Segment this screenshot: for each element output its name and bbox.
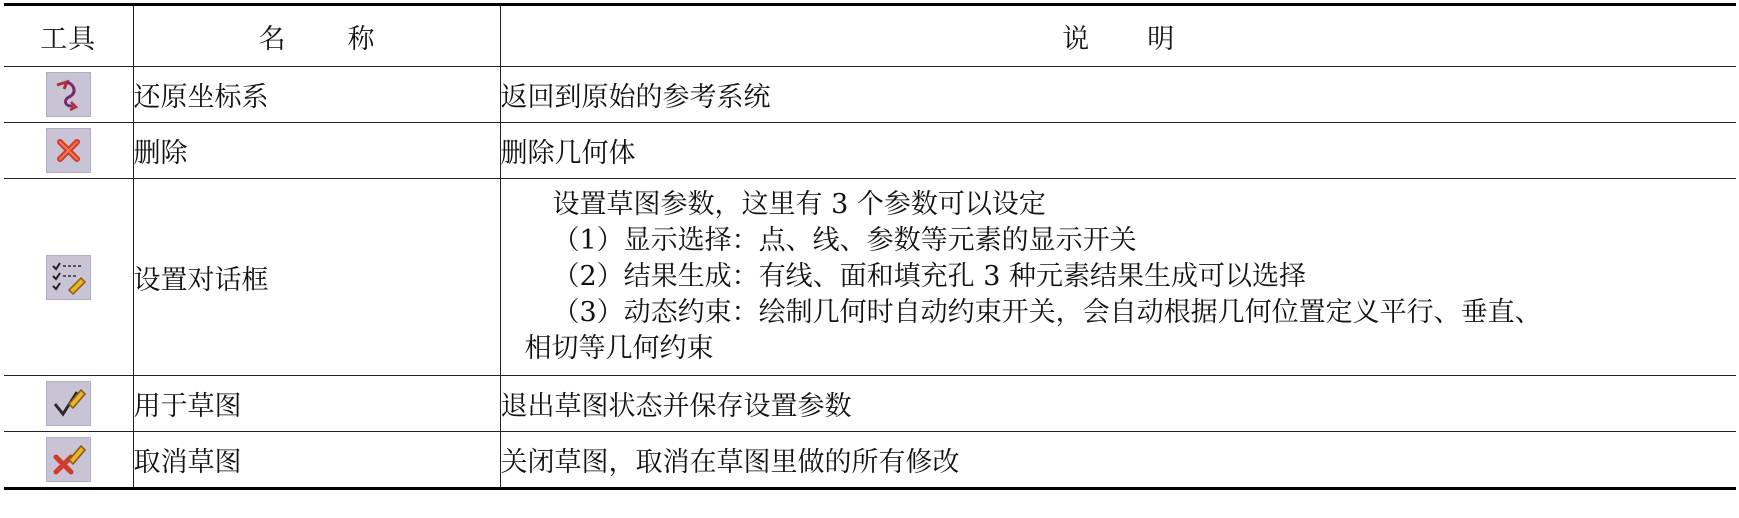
table-row — [4, 67, 1736, 123]
tool-icon-cell — [4, 432, 133, 489]
header-name-second-char: 称 — [347, 23, 375, 55]
tool-description: 返回到原始的参考系统 — [500, 67, 1736, 123]
description-line: 设置草图参数，这里有 3 个参数可以设定 — [552, 189, 1046, 220]
header-name-first-char: 名 — [258, 23, 286, 55]
delete-icon — [46, 128, 91, 173]
tool-name: 设置对话框 — [133, 179, 500, 376]
table-row — [4, 179, 1736, 376]
apply-sketch-icon — [46, 381, 91, 426]
restore-coordinate-icon — [46, 72, 91, 117]
tool-description: 关闭草图，取消在草图里做的所有修改 — [500, 432, 1736, 489]
tool-icon-cell — [4, 376, 133, 432]
tool-icon-cell — [4, 123, 133, 179]
table-row — [4, 376, 1736, 432]
tool-table — [4, 3, 1736, 490]
tool-name: 用于草图 — [133, 376, 500, 432]
table-row — [4, 123, 1736, 179]
tool-icon-cell — [4, 179, 133, 376]
tool-description: 退出草图状态并保存设置参数 — [500, 376, 1736, 432]
settings-checklist-icon — [46, 255, 91, 300]
description-line: （3）动态约束：绘制几何时自动约束开关，会自动根据几何位置定义平行、垂直、 — [552, 297, 1542, 328]
tool-icon-cell — [4, 67, 133, 123]
tool-description — [500, 179, 1736, 376]
tool-description: 删除几何体 — [500, 123, 1736, 179]
header-description — [500, 5, 1736, 67]
tool-name: 取消草图 — [133, 432, 500, 489]
description-line: 相切等几何约束 — [524, 333, 714, 364]
cancel-sketch-icon — [46, 437, 91, 482]
header-tool: 工具 — [4, 5, 133, 67]
table-row — [4, 432, 1736, 489]
tool-name: 还原坐标系 — [133, 67, 500, 123]
header-name — [133, 5, 500, 67]
description-line: （1）显示选择：点、线、参数等元素的显示开关 — [552, 225, 1137, 256]
table-header-row — [4, 5, 1736, 67]
description-line: （2）结果生成：有线、面和填充孔 3 种元素结果生成可以选择 — [552, 261, 1307, 292]
header-desc-second-char: 明 — [1147, 23, 1175, 55]
tool-name: 删除 — [133, 123, 500, 179]
header-desc-first-char: 说 — [1062, 23, 1090, 55]
